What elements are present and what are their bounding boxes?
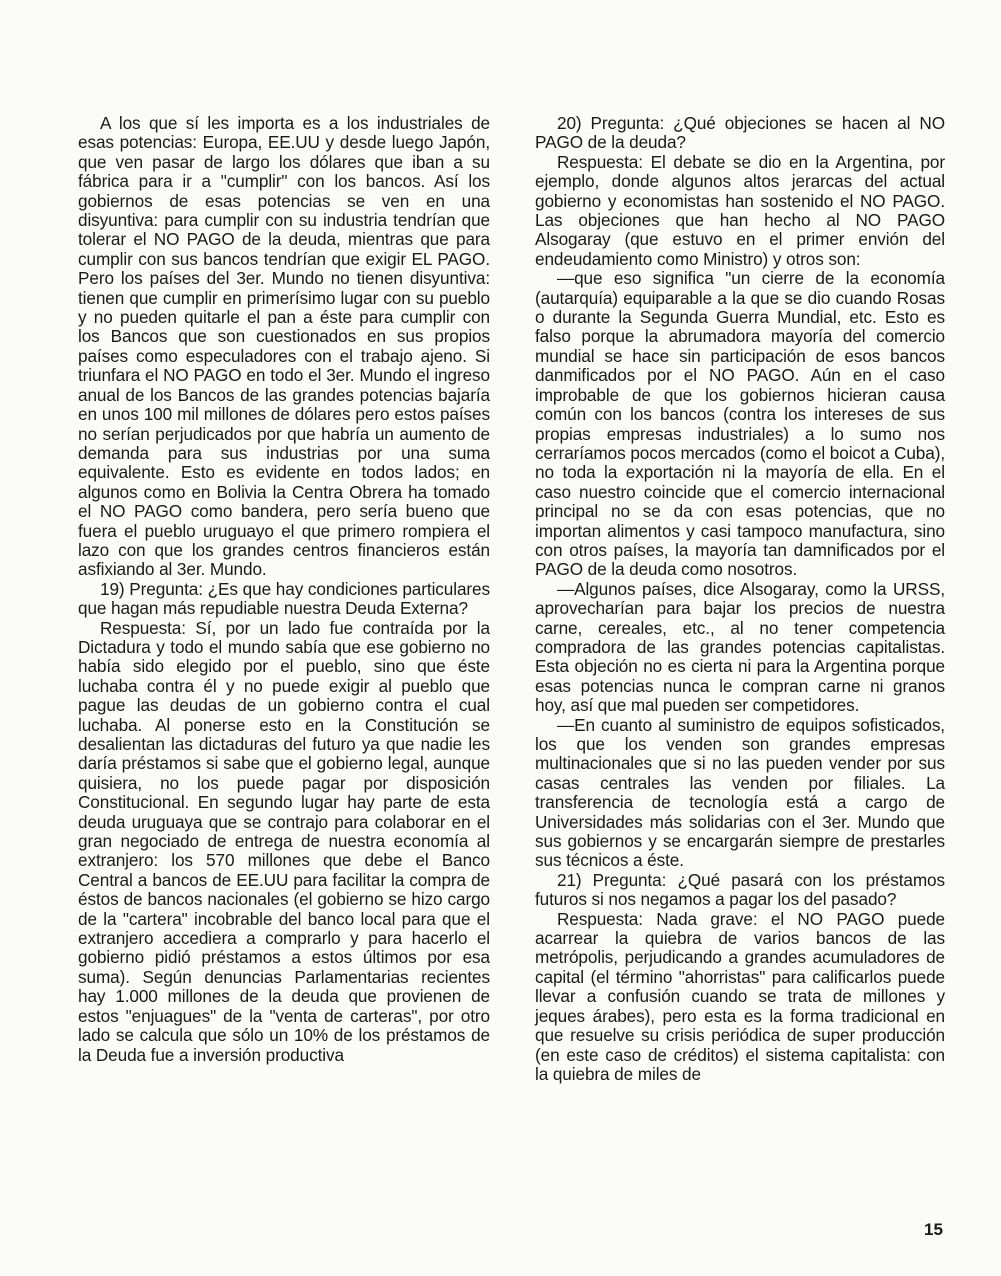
answer-20-intro: Respuesta: El debate se dio en la Argentina, por ejemplo, donde algunos altos jerarcas del actual gobierno y economistas han sostenido el NO PAGO. Las objeciones que han hecho al NO PAGO Alsogaray (que estuvo en el primer envión del endeudamiento como Ministro) y otros son: <box>535 151 945 269</box>
answer-21: Respuesta: Nada grave: el NO PAGO puede acarrear la quiebra de varios bancos de las metrópolis, perjudicando a grandes acumuladores de capital (el término "ahorristas" para calificarlos puede llevar a confusión cuando se trata de millones y jeques árabes), pero esta es la forma tradicional en que resuelve su crisis periódica de super producción (en este caso de créditos) el sistema capitalista: con la quiebra de miles de <box>535 908 945 1084</box>
question-20: 20) Pregunta: ¿Qué objeciones se hacen al NO PAGO de la deuda? <box>535 113 945 153</box>
paragraph-industriales: A los que sí les importa es a los industriales de esas potencias: Europa, EE.UU y desde luego Japón, que ven pasar de largo los dólares que iban a su fábrica para ir a "cumplir" con los bancos. Así los gobiernos de esas potencias se ven en una disyuntiva: para cumplir con su industria tendrían que tolerar el NO PAGO de la deuda, mientras que para cumplir con sus bancos tendrían que exigir EL PAGO. Pero los países del 3er. Mundo no tienen disyuntiva: tienen que cumplir en primerísimo lugar con su pueblo y no pueden quitarle el pan a éste para cumplir con los Bancos que son cuestionados en sus propios países como especuladores con el trabajo ajeno. Si triunfara el NO PAGO en todo el 3er. Mundo el ingreso anual de los Bancos de las grandes potencias bajaría en unos 100 mil millones de dólares pero estos países no serían perjudicados por que habría un aumento de demanda para sus industrias por una suma equivalente. Esto es evidente en todos lados; en algunos como en Bolivia la Centra Obrera ha tomado el NO PAGO como bandera, pero sería bueno que fuera el pueblo uruguayo el que primero rompiera el lazo con que los grandes centros financieros están asfixiando al 3er. Mundo. <box>78 113 490 580</box>
objection-equipos: —En cuanto al suministro de equipos sofisticados, los que los venden son grandes empresas multinacionales que si no las pueden vender por sus casas centrales las venden por filiales. La transferencia de tecnología está a cargo de Universidades más solidarias con el 3er. Mundo que sus gobiernos y se encargarán siempre de prestarles sus técnicos a éste. <box>535 714 945 871</box>
left-column <box>78 114 490 1065</box>
page-number: 15 <box>924 1220 943 1239</box>
answer-19: Respuesta: Sí, por un lado fue contraída por la Dictadura y todo el mundo sabía que ese gobierno no había sido elegido por el pueblo, sino que éste luchaba contra él y no puede exigir al pueblo que pague las deudas de un gobierno contra el cual luchaba. Al ponerse esto en la Constitución se desalientan las dictaduras del futuro ya que nadie les daría préstamos si sabe que el gobierno legal, aunque quisiera, no los puede pagar por disposición Constitucional. En segundo lugar hay parte de esta deuda uruguaya que se contrajo para colaborar en el gran negociado de entrega de nuestra economía al extranjero: los 570 millones que debe el Banco Central a bancos de EE.UU para facilitar la compra de éstos de bancos nacionales (el gobierno se hizo cargo de la "cartera" incobrable del banco local para que el extranjero accediera a comprarlo y para hacerlo el gobierno pidió préstamos a estos últimos por esa suma). Según denuncias Parlamentarias recientes hay 1.000 millones de la deuda que provienen de estos "enjuagues" de la "venta de carteras", por otro lado se calcula que sólo un 10% de los préstamos de la Deuda fue a inversión productiva <box>78 617 490 1065</box>
objection-urss: —Algunos países, dice Alsogaray, como la URSS, aprovecharían para bajar los precios de nuestra carne, cereales, etc., al no tener competencia compradora de las grandes potencias capitalistas. Esta objeción no es cierta ni para la Argentina porque esas potencias nunca le compran carne ni granos hoy, así que mal pueden ser competidores. <box>535 578 945 716</box>
right-column <box>535 114 945 1084</box>
question-19: 19) Pregunta: ¿Es que hay condiciones particulares que hagan más repudiable nuestra Deuda Externa? <box>78 578 490 619</box>
objection-autarquia: —que eso significa "un cierre de la economía (autarquía) equiparable a la que se dio cuando Rosas o durante la Segunda Guerra Mundial, etc. Esto es falso porque la abrumadora mayoría del comercio mundial se hace sin participación de esos bancos danmificados por el NO PAGO. Aún en el caso improbable de que los gobiernos hicieran causa común con los bancos (contra los intereses de sus propias empresas industriales) a lo sumo nos cerraríamos pocos mercados (como el boicot a Cuba), no toda la exportación ni la mayoría de ella. En el caso nuestro coincide que el comercio internacional principal no se da con esas potencias, que no importan alimentos y casi tampoco manufactura, sino con otros países, la mayoría tan damnificados por el PAGO de la deuda como nosotros. <box>535 268 945 580</box>
question-21: 21) Pregunta: ¿Qué pasará con los préstamos futuros si nos negamos a pagar los del pasado? <box>535 869 945 910</box>
